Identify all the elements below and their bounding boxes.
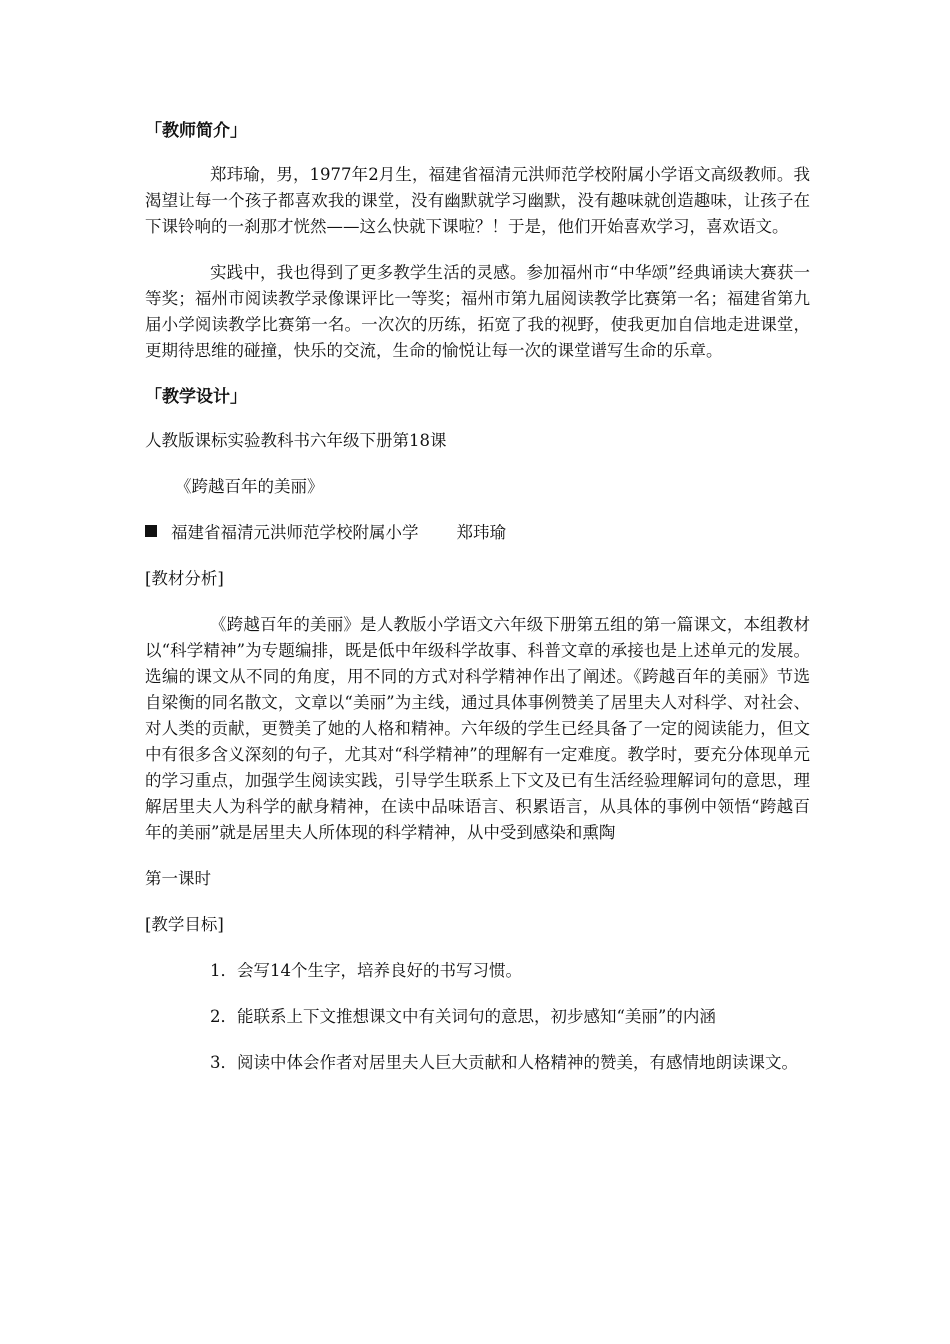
- teacher-intro-heading: 「教师简介」: [145, 121, 247, 141]
- goal-item-1: 1．会写14个生字，培养良好的书写习惯。: [210, 961, 522, 980]
- square-bullet-icon: [145, 525, 157, 537]
- analysis-paragraph: 《跨越百年的美丽》是人教版小学语文六年级下册第五组的第一篇课文，本组教材以“科学精神”为专题编排，既是低中年级科学故事、科普文章的承接也是上述单元的发展。选编的课文从不同的角度，用不同的方式对科学精神作出了阐述。《跨越百年的美丽》节选自梁衡的同名散文，文章以“美丽”为主线，通过具体事例赞美了居里夫人对科学、对社会、对人类的贡献，更赞美了她的人格和精神。六年级的学生已经具备了一定的阅读能力，但文中有很多含义深刻的句子，尤其对“科学精神”的理解有一定难度。教学时，要充分体现单元的学习重点，加强学生阅读实践，引导学生联系上下文及已有生活经验理解词句的意思，理解居里夫人为科学的献身精神，在读中品味语言、积累语言，从具体的事例中领悟“跨越百年的美丽”就是居里夫人所体现的科学精神，从中受到感染和熏陶: [145, 615, 810, 842]
- document-page: [145, 118, 810, 1096]
- author-name: 郑玮瑜: [456, 523, 506, 542]
- textbook-line: 人教版课标实验教科书六年级下册第18课: [145, 431, 447, 450]
- intro-paragraph-1: 郑玮瑜，男，1977年2月生，福建省福清元洪师范学校附属小学语文高级教师。我渴望让每一个孩子都喜欢我的课堂，没有幽默就学习幽默，没有趣味就创造趣味，让孩子在下课铃响的一刹那才恍然——这么快就下课啦？！于是，他们开始喜欢学习，喜欢语文。: [145, 165, 810, 236]
- school-name: 福建省福清元洪师范学校附属小学: [171, 523, 419, 542]
- school-author-line: [145, 520, 810, 546]
- analysis-label: [教材分析]: [145, 569, 224, 588]
- teaching-design-heading: 「教学设计」: [145, 387, 247, 407]
- goals-label: [教学目标]: [145, 915, 224, 934]
- intro-paragraph-2: 实践中，我也得到了更多教学生活的灵感。参加福州市“中华颂”经典诵读大赛获一等奖；福州市阅读教学录像课评比一等奖；福州市第九届阅读教学比赛第一名；福建省第九届小学阅读教学比赛第一名。一次次的历练，拓宽了我的视野，使我更加自信地走进课堂，更期待思维的碰撞，快乐的交流，生命的愉悦让每一次的课堂谱写生命的乐章。: [145, 263, 810, 360]
- lesson-title: 《跨越百年的美丽》: [175, 477, 324, 496]
- goal-item-3: 3．阅读中体会作者对居里夫人巨大贡献和人格精神的赞美，有感情地朗读课文。: [210, 1053, 798, 1072]
- period-label: 第一课时: [145, 869, 211, 888]
- goal-item-2: 2．能联系上下文推想课文中有关词句的意思，初步感知“美丽”的内涵: [210, 1007, 716, 1026]
